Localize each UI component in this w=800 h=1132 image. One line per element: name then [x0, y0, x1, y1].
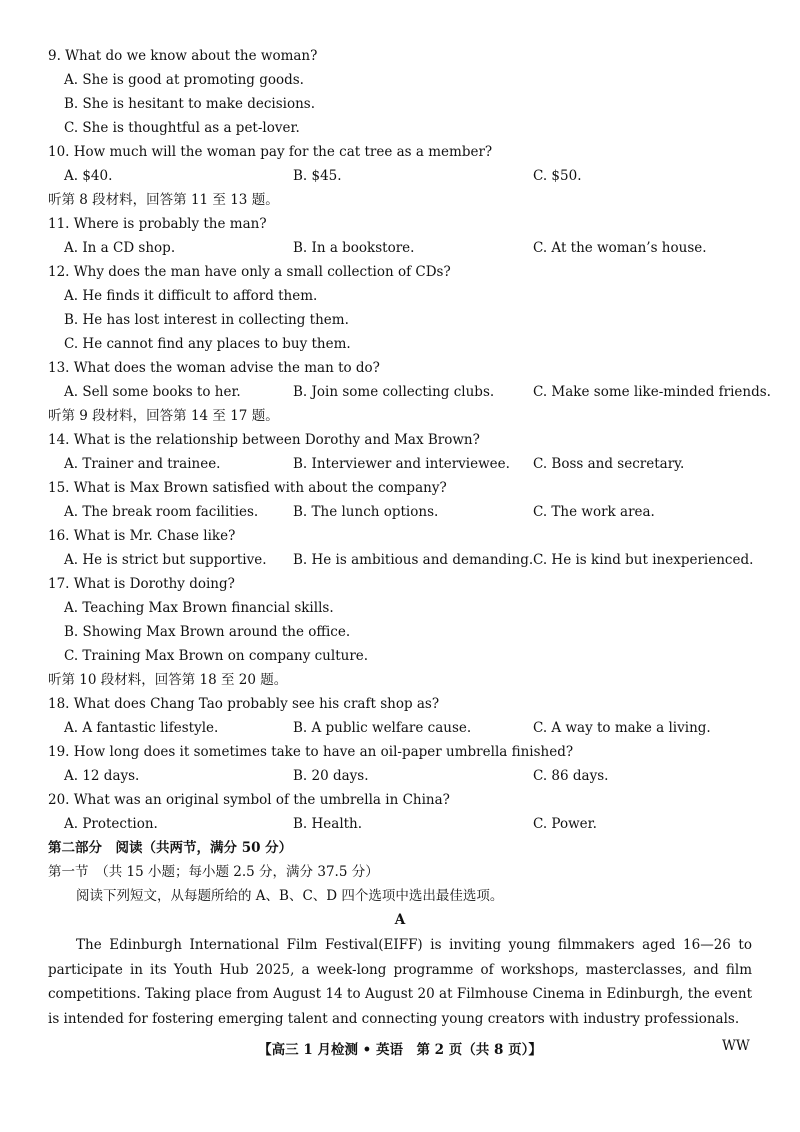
- question-13-option-a: A. Sell some books to her.: [64, 384, 241, 400]
- page-footer: 【高三 1 月检测 • 英语 第 2 页（共 8 页）】: [258, 1042, 542, 1058]
- question-10-option-a: A. $40.: [64, 168, 113, 184]
- question-14-stem: 14. What is the relationship between Dorothy and Max Brown?: [48, 432, 480, 448]
- question-9-option-b: B. She is hesitant to make decisions.: [64, 96, 316, 112]
- question-17-option-a: A. Teaching Max Brown financial skills.: [64, 600, 334, 616]
- question-17-stem: 17. What is Dorothy doing?: [48, 576, 235, 592]
- question-14-option-b: B. Interviewer and interviewee.: [293, 456, 510, 472]
- question-12-option-a: A. He finds it difficult to afford them.: [64, 288, 318, 304]
- question-9-option-a: A. She is good at promoting goods.: [64, 72, 304, 88]
- question-10-option-b: B. $45.: [293, 168, 342, 184]
- footer-code: WW: [722, 1038, 750, 1054]
- question-16-option-b: B. He is ambitious and demanding.: [293, 552, 534, 568]
- question-15-option-c: C. The work area.: [533, 504, 655, 520]
- question-17-option-c: C. Training Max Brown on company culture.: [64, 648, 369, 664]
- question-16-option-a: A. He is strict but supportive.: [64, 552, 267, 568]
- question-10-stem: 10. How much will the woman pay for the cat tree as a member?: [48, 144, 493, 160]
- passage-label: A: [394, 912, 406, 928]
- question-15-option-b: B. The lunch options.: [293, 504, 439, 520]
- question-19-option-b: B. 20 days.: [293, 768, 369, 784]
- section-9-instruction: 听第 9 段材料，回答第 14 至 17 题。: [48, 408, 279, 424]
- question-13-stem: 13. What does the woman advise the man to do?: [48, 360, 380, 376]
- question-16-option-c: C. He is kind but inexperienced.: [533, 552, 754, 568]
- question-20-option-a: A. Protection.: [64, 816, 158, 832]
- part-2-title: 第二部分 阅读（共两节，满分 50 分）: [48, 840, 293, 856]
- question-12-option-c: C. He cannot find any places to buy them.: [64, 336, 351, 352]
- reading-instruction: 阅读下列短文，从每题所给的 A、B、C、D 四个选项中选出最佳选项。: [76, 888, 504, 904]
- question-17-option-b: B. Showing Max Brown around the office.: [64, 624, 351, 640]
- question-19-stem: 19. How long does it sometimes take to have an oil-paper umbrella finished?: [48, 744, 574, 760]
- section-1-title: 第一节 （共 15 小题；每小题 2.5 分，满分 37.5 分）: [48, 864, 379, 880]
- question-11-stem: 11. Where is probably the man?: [48, 216, 267, 232]
- question-14-option-c: C. Boss and secretary.: [533, 456, 685, 472]
- question-18-option-c: C. A way to make a living.: [533, 720, 711, 736]
- question-18-option-b: B. A public welfare cause.: [293, 720, 472, 736]
- question-18-stem: 18. What does Chang Tao probably see his craft shop as?: [48, 696, 440, 712]
- question-20-option-c: C. Power.: [533, 816, 597, 832]
- section-10-instruction: 听第 10 段材料，回答第 18 至 20 题。: [48, 672, 288, 688]
- question-20-stem: 20. What was an original symbol of the umbrella in China?: [48, 792, 450, 808]
- question-9-option-c: C. She is thoughtful as a pet-lover.: [64, 120, 300, 136]
- question-20-option-b: B. Health.: [293, 816, 363, 832]
- passage-a-paragraph: The Edinburgh International Film Festival(EIFF) is inviting young filmmakers aged 16—26 to participate in its Youth Hub 2025, a week-long programme of workshops, masterclasses, and film competitions. Taking place from August 14 to August 20 at Filmhouse Cinema in Edinburgh, the event is intended for fostering emerging talent and connecting young creators with industry professionals.: [48, 937, 752, 1027]
- question-18-option-a: A. A fantastic lifestyle.: [64, 720, 219, 736]
- question-11-option-c: C. At the woman’s house.: [533, 240, 707, 256]
- question-15-stem: 15. What is Max Brown satisfied with about the company?: [48, 480, 447, 496]
- question-11-option-a: A. In a CD shop.: [64, 240, 176, 256]
- question-19-option-a: A. 12 days.: [64, 768, 140, 784]
- question-12-stem: 12. Why does the man have only a small collection of CDs?: [48, 264, 451, 280]
- section-8-instruction: 听第 8 段材料，回答第 11 至 13 题。: [48, 192, 279, 208]
- question-12-option-b: B. He has lost interest in collecting them.: [64, 312, 349, 328]
- question-9-stem: 9. What do we know about the woman?: [48, 48, 318, 64]
- question-13-option-c: C. Make some like-minded friends.: [533, 384, 771, 400]
- question-19-option-c: C. 86 days.: [533, 768, 609, 784]
- question-16-stem: 16. What is Mr. Chase like?: [48, 528, 236, 544]
- question-13-option-b: B. Join some collecting clubs.: [293, 384, 495, 400]
- question-14-option-a: A. Trainer and trainee.: [64, 456, 221, 472]
- question-10-option-c: C. $50.: [533, 168, 582, 184]
- question-15-option-a: A. The break room facilities.: [64, 504, 259, 520]
- question-11-option-b: B. In a bookstore.: [293, 240, 415, 256]
